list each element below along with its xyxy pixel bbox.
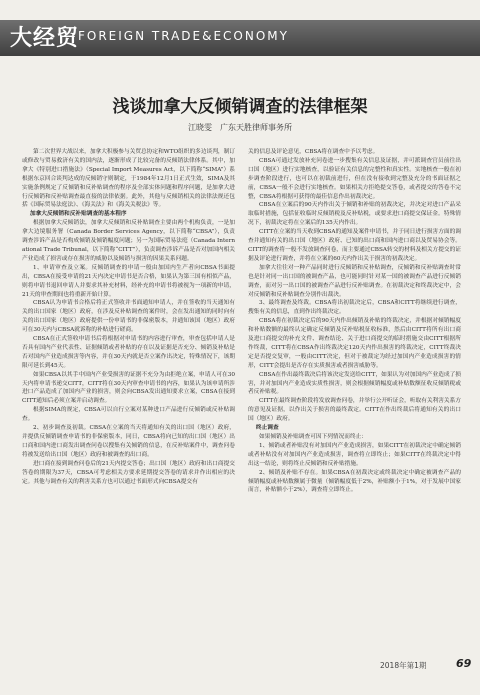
paragraph: CBSA可通过发放补充问卷进一步搜集有关信息及证据，并可派调查官员前往出口国（地区）进行实地核查，以验证有关信息的完整性和真实性。实地核查一般在初步调查阶段进行，也可以在初裁前进行，但在没有接收到完整及充分的书面证据之前，CBSA一般不会进行实地核查。如果相关方拒绝提交答卷，或者提交的答卷不完整，CBSA将根据可获得的最佳信息作出初裁决定。: [248, 157, 461, 200]
paragraph: CBSA在作出最终裁决后将该决定发送给CITT，如果认为对加国内产业造成了损害，并对加国内产业造成实质性损害，则会根据倾销幅度或补贴数额征收反倾销税或者反补贴税。: [248, 371, 461, 396]
paragraph: CBSA在立案后的90天内作出关于倾销和补贴的初裁决定，并决定对进口产品采取临时措施，包括征收临时反倾销税及反补贴税，或要求进口商提交保证金。特殊情况下，初裁决定将在立案后的135天内作出。: [248, 202, 461, 227]
paragraph: 1、倾销或者补贴没有对加国内产业造成损害，如果CITT在初裁决定中确定倾销或者补贴没有对加国内产业造成损害，调查将立即终止；如果CITT在终裁决定中得出这一结论，则将终止反倾销和反补贴措施。: [248, 442, 461, 467]
paragraph: 根据加拿大反倾销法，加拿大反倾销和反补贴调查主要由两个机构负责，一是加拿大边境服务署（Canada Border Services Agency，以下简称“CBSA”），负责调查涉诉产品是否构成倾销及倾销幅度问题；另一为国际贸易法庭（Canada International Trade Tribunal，以下简称“CITT”），负责调查涉诉产品是否对加国内相关产业造成了损害或存在损害的威胁以及倾销与损害的因果关系问题。: [22, 220, 235, 262]
article-author: 江晓雯 广东天胜律师事务所: [188, 123, 292, 132]
subheading: 加拿大反倾销和反补贴调查的基本程序: [29, 211, 127, 218]
section-english-name: FOREIGN TRADE&ECONOMY: [78, 29, 289, 43]
paragraph: 3、最终调查及终裁。CBSA将出初裁决定后，CBSA和CITT将继续进行调查，搜集有关的信息，直到作出终裁决定。: [248, 300, 461, 316]
paragraph: 第二次世界大战以来，加拿大积极参与关贸总协定和WTO组织的多边谈判，制订或修改与贸易救济有关的国内法，逐渐形成了比较完备的反倾销法律体系。其中，加拿大《特别进口措施法》（Special Import Measures Act，以下简称“SIMA”）系根据东京回合谈判达成的反倾销守则制定，于1984年12月1日正式生效，SIMA及其实施条例规定了反倾销和反补贴调查的程序及全部实体问题和程序问题，是加拿大进行反倾销和反补贴调查最直接的法律依据。此外，其他与反倾销相关的法律法规还包括《国际贸易法庭法》、《海关法》和《海关关税法》等。: [22, 149, 235, 209]
paragraph: 加拿大往往对一种产品同时进行反倾销和反补贴调查，反倾销和反补贴调查时常也是针对同一出口国的被调查产品，也可能同时针对某一国的被调查产品进行反倾销调查，而对另一出口国的被调查产品进行反补贴调查。在初裁决定和终裁决定中，会对反倾销和反补贴调查分别作出裁决。: [248, 264, 461, 298]
subheading: 终止调查: [255, 425, 279, 432]
paragraph: 2、倾销及补贴不存在。如果CBSA在初裁决定或终裁决定中确定被调查产品的倾销幅度或补贴数额属于微量（倾销幅度低于2%，补贴额小于1%，对于发展中国家而言，补贴额小于2%），调查将立即终止。: [248, 469, 461, 494]
section-name: 大经贸: [10, 26, 80, 51]
issue-label: 2018年第1期: [380, 661, 427, 670]
section-header-bar: [0, 20, 480, 56]
article-title: 浅谈加拿大反倾销调查的法律框架: [112, 97, 368, 117]
paragraph: 2、初步调查及初裁。CBSA在立案的当天将通知有关的出口国（地区）政府，并提供反倾销调查申请书的非保密版本，同日，CBSA将向已知的出口国（地区）出口商和国内进口商发出调查问卷以搜集有关倾销的信息，在反补贴案件中，调查问卷将被发送给出口国（地区）政府和被调查的出口商。: [22, 425, 235, 458]
paragraph: 如果CBSA以其手中国内产业受损害的证据不充分为由拒绝立案，申请人可在30天内将申请书递交CITT，CITT将在30天内审查申请书的内容，如果认为该申请所涉进口产品造成了加国内产业的损害，则会向CBSA发出通知要求立案，CBSA在接到CITT通知后必须立案并启动调查。: [22, 371, 235, 405]
paragraph: 如果倾销及补贴调查可因下列情况而终止：: [259, 434, 368, 440]
right-text-column: [248, 148, 461, 653]
page-number: 69: [456, 657, 472, 670]
paragraph: CITT在最终调查阶段将发放调查问卷，并举行公开听证会，听取有关利害关系方的意见及证据，以作出关于损害的最终裁定。CITT在作出终裁后将通知有关的出口国（地区）政府。: [248, 398, 461, 423]
paragraph: CBSA将在初裁决定后的90天内作出倾销及补贴的终裁决定，并根据对倾销幅度和补贴数额的最终认定确定反倾销及反补贴税征收标准，然后由CITT将所有出口商及进口商提交的补充文件、调查结论、关于进口商提交的临时措施交由CITT根据所作终裁，CITT将在CBSA作出终裁决定120天内作出损害的终裁决定，CITT终裁决定是否提交复审，一般由CITT决定，但对于被裁定为经过加国内产业造成损害的情形，CITT会提出是否存在实质损害或者损害威胁等。: [248, 318, 461, 369]
paragraph: 1、申请审查及立案。反倾销调查的申请一般由加国内生产者向CBSA书面提出，CBSA在接受申请的21天内决定申请书是否合格，如果认为第三国有相似产品，则将申请书退回申请人并要求其补充材料，经补充的申请书将被视为一项新的申请，21天的审查期间也将重新开始计算。: [22, 264, 235, 298]
paragraph: CBSA认为申请书合格后将正式签收并书面通知申请人，并在签收的当天通知有关的出口国家（地区）政府，在涉及反补贴调查的案件时，会在发出通知的同时向有关的出口国家（地区）政府提供一份申请书的非保密版本，并通知该国（地区）政府可在30天内与CBSA就诉称的补贴进行磋商。: [22, 300, 235, 334]
paragraph: CITT在立案的当天收到CBSA的通知及案件申请书，并于同日进行损害方面的调查并通知有关的出口国（地区）政府、已知的出口商和国内进口商以及贸易协会等。CITT的调查将一般不发放调查问卷，而主要通过CBSA转交的材料及相关方提交的证据及评论进行调查，并将在立案的60天内作出关于损害的初裁决定。: [248, 229, 461, 262]
paragraph: 进口商在接到调查问卷后的21天内提交答卷；出口国（地区）政府和出口商提交答卷的期限为37天，CBSA可考虑相关方要求延期提交答卷的请求并作出相应的决定。其他与调查有关的利害关系方也可以通过书面形式向CBSA提交有: [22, 460, 235, 485]
paragraph: CBSA在正式签收申请书后将根据对申请书的内容进行审查，审查包括申请人是否具有国内产业代表性、证据倾销或者补贴的存在以及证据是否充分、倾销及补贴是否对国内产业造成损害等内容，并在30天内就是否立案作出决定，特殊情况下，该期限可延长到45天。: [22, 336, 235, 369]
paragraph: 根据SIMA的规定，CBSA可以自行立案对某种进口产品进行反倾销或反补贴调查。: [22, 407, 235, 423]
left-text-column: [22, 148, 235, 653]
paragraph: 关的信息及评论意见，CBSA将在调查中予以考虑。: [248, 149, 379, 155]
